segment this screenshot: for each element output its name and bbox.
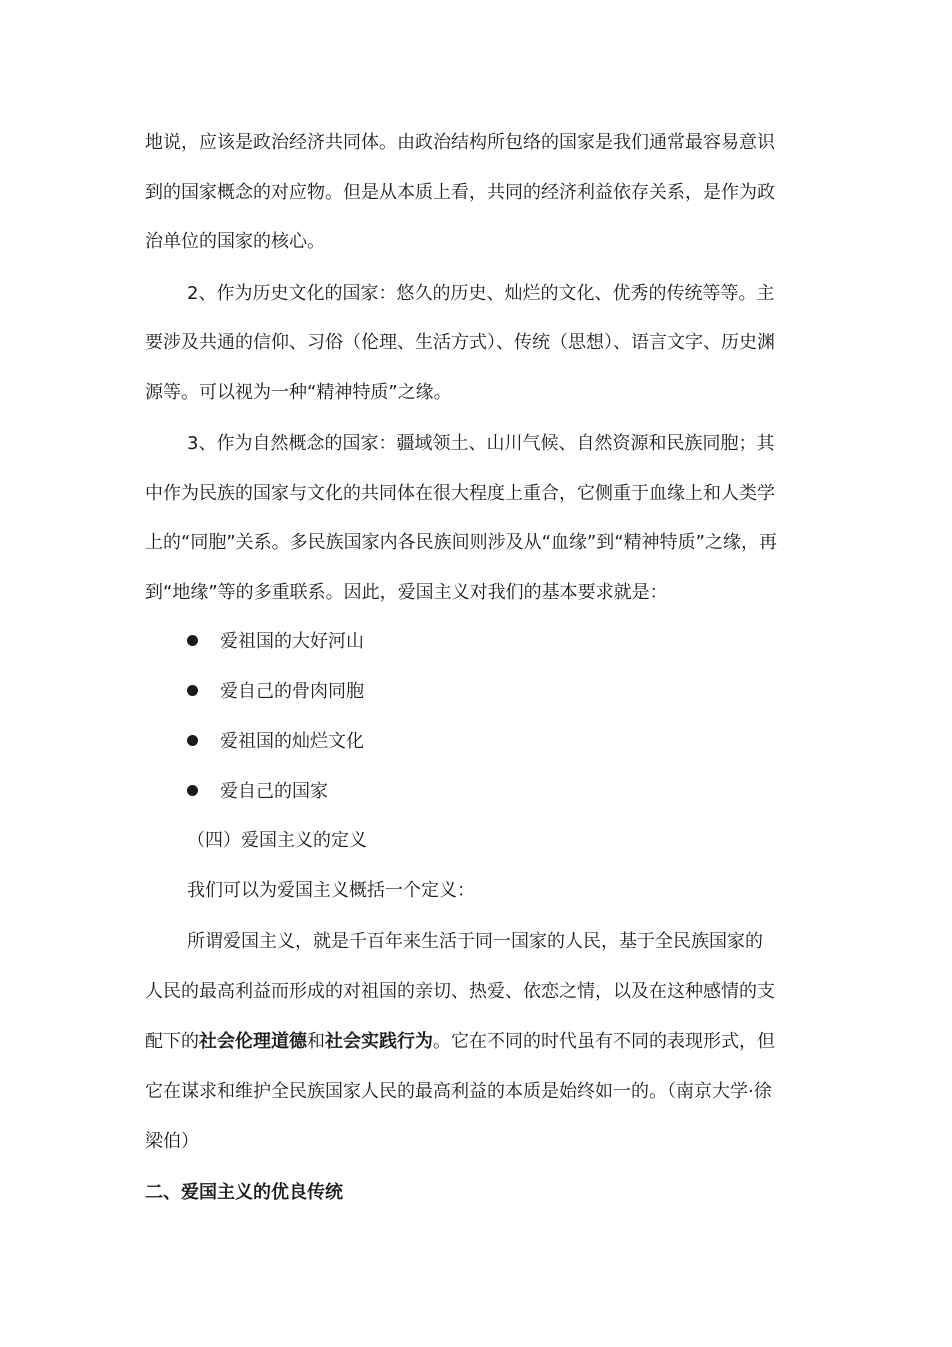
p3-line-3: 上的“同胞”关系。多民族国家内各民族间则涉及从“血缘”到“精神特质”之缘，再 <box>145 532 777 553</box>
p1-line-3: 治单位的国家的核心。 <box>145 231 325 252</box>
bullet-text: 爱祖国的灿烂文化 <box>220 731 364 752</box>
p5-line-4: 它在谋求和维护全民族国家人民的最高利益的本质是始终如一的。（南京大学·徐 <box>145 1081 772 1102</box>
p1-line-2: 到的国家概念的对应物。但是从本质上看，共同的经济利益依存关系，是作为政 <box>145 182 775 203</box>
p5-line-2: 人民的最高利益而形成的对祖国的亲切、热爱、依恋之情，以及在这种感情的支 <box>145 981 775 1002</box>
section-heading: 二、爱国主义的优良传统 <box>145 1182 343 1203</box>
bullet-text: 爱祖国的大好河山 <box>220 631 364 652</box>
p5-line-5: 梁伯） <box>145 1131 199 1152</box>
subsection-heading: （四）爱国主义的定义 <box>187 830 367 851</box>
p5-text-segment: 配下的 <box>145 1031 199 1052</box>
bullet-text: 爱自己的骨肉同胞 <box>220 681 364 702</box>
p4-line-1: 我们可以为爱国主义概括一个定义： <box>187 880 475 901</box>
bullet-item <box>187 779 328 805</box>
bullet-item <box>187 729 364 755</box>
bullet-dot-icon <box>187 785 198 796</box>
p5-bold-term: 社会伦理道德 <box>199 1031 307 1052</box>
p5-line-3 <box>145 1029 815 1055</box>
bullet-text: 爱自己的国家 <box>220 781 328 802</box>
bullet-dot-icon <box>187 635 198 646</box>
p5-line-1: 所谓爱国主义，就是千百年来生活于同一国家的人民，基于全民族国家的 <box>187 931 763 952</box>
p3-line-2: 中作为民族的国家与文化的共同体在很大程度上重合，它侧重于血缘上和人类学 <box>145 483 775 504</box>
bullet-dot-icon <box>187 685 198 696</box>
p5-text-segment: 和 <box>307 1031 325 1052</box>
p2-line-2: 要涉及共通的信仰、习俗（伦理、生活方式）、传统（思想）、语言文字、历史渊 <box>145 332 775 353</box>
p3-line-4: 到“地缘”等的多重联系。因此，爱国主义对我们的基本要求就是： <box>145 582 668 603</box>
p2-line-3: 源等。可以视为一种“精神特质”之缘。 <box>145 382 452 403</box>
p2-line-1: 2、作为历史文化的国家：悠久的历史、灿烂的文化、优秀的传统等等。主 <box>187 283 775 304</box>
bullet-item <box>187 679 364 705</box>
p1-line-1: 地说，应该是政治经济共同体。由政治结构所包络的国家是我们通常最容易意识 <box>145 132 775 153</box>
p5-bold-term: 社会实践行为 <box>325 1031 433 1052</box>
bullet-item <box>187 629 364 655</box>
p5-text-segment: 。它在不同的时代虽有不同的表现形式，但 <box>433 1031 775 1052</box>
p3-line-1: 3、作为自然概念的国家：疆域领土、山川气候、自然资源和民族同胞；其 <box>187 433 775 454</box>
bullet-dot-icon <box>187 735 198 746</box>
